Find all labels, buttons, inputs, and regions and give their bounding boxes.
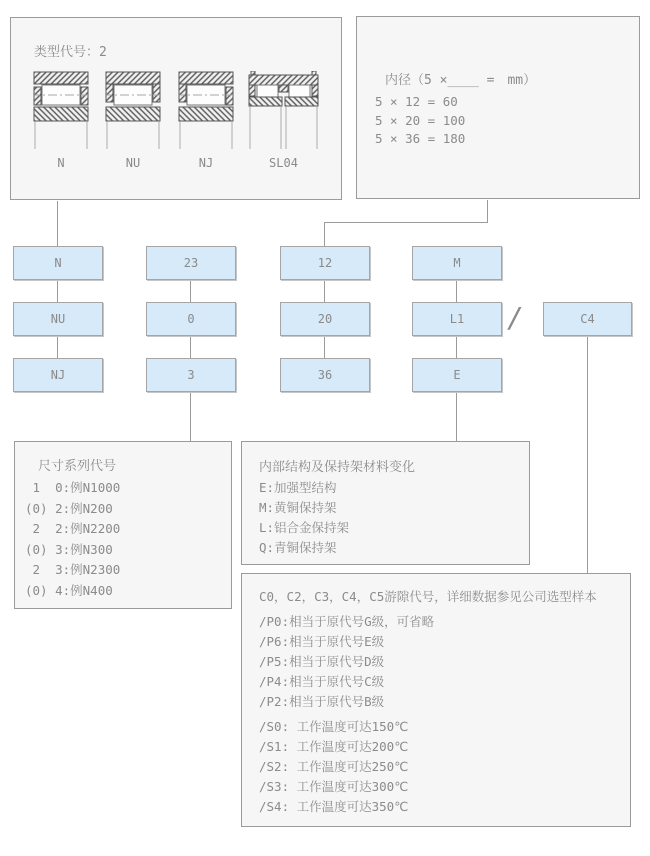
connector-typebox-to-n [57,201,58,246]
size-series-item: 2 2:例N2200 [25,521,121,536]
bearing-label-sl04: SL04 [269,156,298,170]
internal-structure-panel [241,441,530,565]
suffix-item: /P5:相当于原代号D级 [259,654,385,669]
suffix-item: /S4: 工作温度可达350℃ [259,799,409,814]
bearing-label-n: N [57,156,65,170]
suffix-item: /P6:相当于原代号E级 [259,634,385,649]
code-cell-type-nu: NU [13,302,103,336]
connector-borebox-to-12 [324,222,325,246]
suffix-codes-title: C0，C2，C3，C4，C5游隙代号，详细数据参见公司选型样本 [259,589,597,604]
bore-example: 5 × 12 = 60 [375,94,458,109]
connector-0-3 [190,336,191,358]
connector-borebox-horizontal [324,222,488,223]
connector-m-l1 [456,280,457,302]
bearing-section-nj-icon [178,71,234,151]
suffix-item: /S1: 工作温度可达200℃ [259,739,409,754]
size-series-item: 1 0:例N1000 [25,480,121,495]
type-code-panel [10,17,342,200]
size-series-item: (0) 4:例N400 [25,582,113,598]
bearing-section-nu-icon [105,71,161,151]
suffix-codes-panel [241,573,631,827]
connector-23-0 [190,280,191,302]
type-code-title: 类型代号：2 [34,45,107,60]
bore-example: 5 × 36 = 180 [375,131,466,146]
code-cell-internal-l1: L1 [412,302,502,336]
suffix-item: /P2:相当于原代号B级 [259,694,385,709]
internal-structure-item: M:黄铜保持架 [259,500,337,515]
slash-separator: / [507,301,524,334]
internal-structure-item: L:铝合金保持架 [259,520,350,535]
suffix-item: /S2: 工作温度可达250℃ [259,759,409,774]
bearing-label-nu: NU [125,156,141,170]
internal-structure-item: E:加强型结构 [259,480,337,495]
size-series-item: (0) 2:例N200 [25,500,113,516]
suffix-item: /S0: 工作温度可达150℃ [259,719,409,734]
code-cell-bore-36: 36 [280,358,370,392]
size-series-item: 2 3:例N2300 [25,562,121,577]
code-cell-bore-12: 12 [280,246,370,280]
connector-c4-to-suffixbox [587,336,588,573]
size-series-panel [14,441,232,609]
suffix-item: /S3: 工作温度可达300℃ [259,779,409,794]
code-cell-clearance-c4: C4 [543,302,632,336]
code-cell-series-3: 3 [146,358,236,392]
bearing-section-n-icon [33,71,89,151]
code-cell-bore-20: 20 [280,302,370,336]
connector-3-to-sizebox [190,392,191,441]
code-cell-series-23: 23 [146,246,236,280]
connector-n-nu [57,280,58,302]
code-cell-series-0: 0 [146,302,236,336]
bearing-section-sl04-icon [248,71,319,151]
size-series-title: 尺寸系列代号 [38,459,117,474]
connector-borebox-down [487,200,488,223]
suffix-item: /P0:相当于原代号G级，可省略 [259,614,435,629]
bore-size-title: 内径（5 ×____ = mm） [385,73,537,88]
bore-size-panel [356,16,640,199]
internal-structure-title: 内部结构及保持架材料变化 [259,460,416,475]
connector-nu-nj [57,336,58,358]
connector-e-to-internalbox [456,392,457,441]
code-cell-internal-m: M [412,246,502,280]
connector-12-20 [324,280,325,302]
bore-example: 5 × 20 = 100 [375,112,466,128]
connector-20-36 [324,336,325,358]
code-cell-type-nj: NJ [13,358,103,392]
suffix-item: /P4:相当于原代号C级 [259,674,385,689]
size-series-item: (0) 3:例N300 [25,541,113,557]
internal-structure-item: Q:青铜保持架 [259,540,337,555]
code-cell-internal-e: E [412,358,502,392]
code-cell-type-n: N [13,246,103,280]
connector-l1-e [456,336,457,358]
bearing-label-nj: NJ [198,156,214,170]
